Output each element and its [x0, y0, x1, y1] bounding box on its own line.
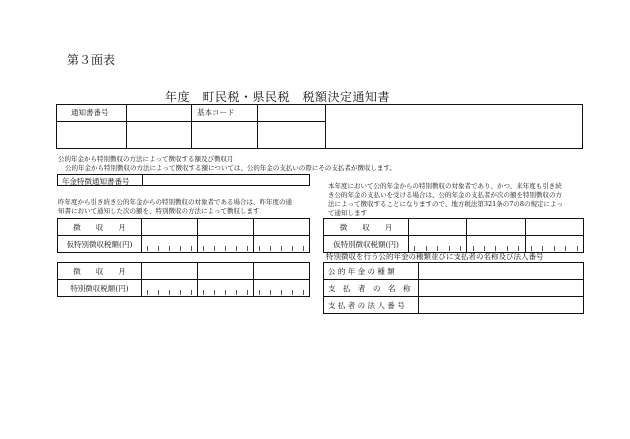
provisional-tax-table — [57, 218, 310, 253]
right-note-line4: て通知します — [328, 209, 367, 217]
special-notice-number-label: 年金特徴通知書番号 — [62, 177, 130, 186]
provisional-amount-label-right: 仮特別徴収税額(円) — [324, 236, 409, 253]
payer-corp-number-label: 支 払 者 の 法 人 番 号 — [324, 297, 419, 314]
pension-note-line1: 公的年金から特別徴収の方法によって徴収する額及び徴収月 — [58, 155, 234, 163]
provisional-amount-label: 仮特別徴収税額(円) — [58, 236, 142, 253]
collect-month-label-right: 徴 収 月 — [324, 219, 409, 236]
page-label: 第３面表 — [67, 53, 116, 67]
notice-number-label: 通知書番号 — [71, 108, 109, 117]
payer-heading: 特別徴収を行う公的年金の種類並びに支払者の名称及び法人番号 — [326, 252, 544, 261]
pension-type-label: 公 的 年 金 の 種 類 — [324, 263, 419, 280]
payer-name-label: 支 払 者 の 名 称 — [324, 280, 419, 297]
base-code-label: 基本コード — [197, 108, 235, 117]
right-note-line1: 本年度において公的年金からの特別徴収の対象者であり、かつ、来年度も引き続 — [328, 182, 562, 190]
collect-month-label-2: 徴 収 月 — [58, 263, 142, 280]
special-notice-number-box — [57, 174, 310, 186]
special-amount-label: 特別徴収税額(円) — [58, 280, 142, 297]
special-tax-table — [57, 262, 310, 297]
document-title: 年度 町民税・県民税 税額決定通知書 — [165, 90, 391, 104]
left-note-line1: 昨年度から引き続き公的年金からの特別徴収の対象者である場合は、昨年度の通 — [58, 198, 292, 206]
payer-info-table — [323, 262, 584, 314]
header-box — [56, 104, 583, 149]
right-note-line3: 法によって徴収することになりますので、地方税法第321条の7の8の規定によっ — [328, 200, 564, 208]
left-note-line2: 知書において通知した次の額を、特別徴収の方法によって徴収します — [58, 207, 260, 215]
collect-month-label: 徴 収 月 — [58, 219, 142, 236]
provisional-tax-table-right — [323, 218, 584, 253]
pension-note-line2: 公的年金から特別徴収の方法によって徴収する額については、公的年金の支払いの際にその支払者が徴収します。 — [65, 164, 396, 172]
right-note-line2: き公的年金の支払いを受ける場合は、公的年金の支払者が次の額を特別徴収の方 — [328, 191, 562, 199]
